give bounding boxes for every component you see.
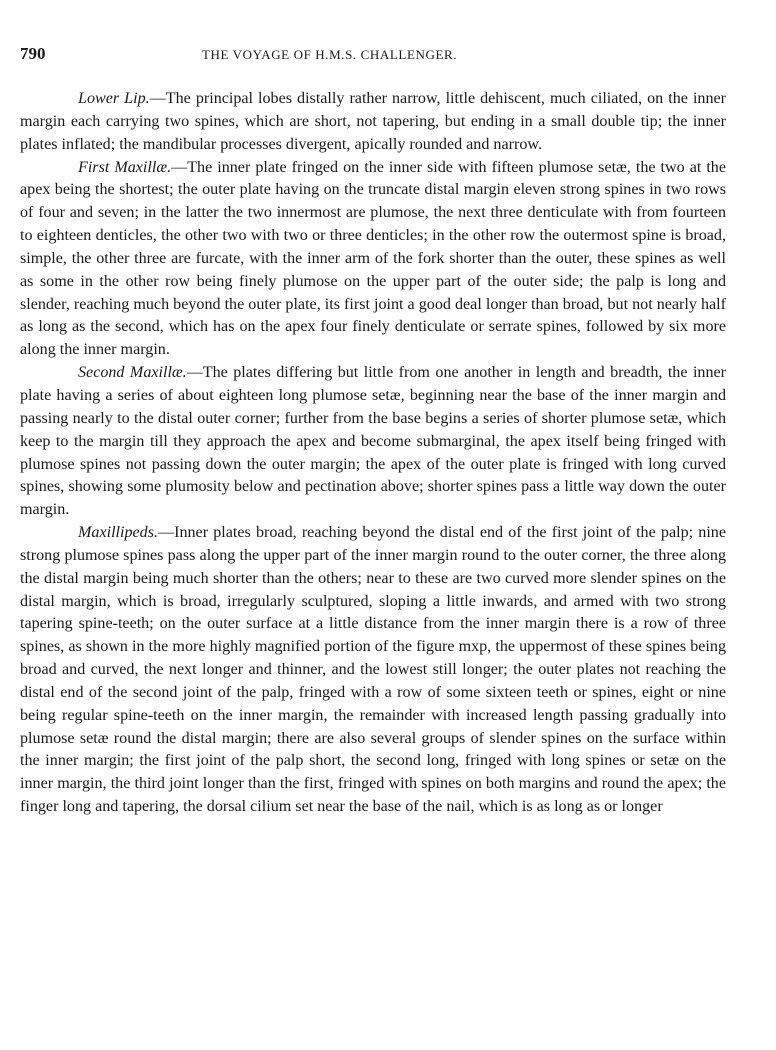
paragraph-second-maxillae [20,362,726,522]
paragraph-lower-lip [20,88,726,157]
paragraph-maxillipeds [20,522,726,819]
paragraph-text: —Inner plates broad, reaching beyond the distal end of the first joint of the palp; nine strong plumose spines pass along the upper part of the inner margin round to the outer corner, the three along the distal margin being much shorter than the others; near to these are two curved more slender spines on the distal margin, which is broad, irregularly sculptured, sloping a little inwards, and armed with two strong tapering spine-teeth; on the outer surface at a little distance from the inner margin there is a row of three spines, as shown in the more highly magnified portion of the figure mxp, the uppermost of these spines being broad and curved, the next longer and thinner, and the lowest still longer; the outer plates not reaching the distal end of the second joint of the palp, fringed with a row of some sixteen teeth or spines, eight or nine being regular spine-teeth on the inner margin, the remainder with increased length passing gradually into plumose setæ round the distal margin; there are also several groups of slender spines on the surface within the inner margin; the first joint of the palp short, the second long, fringed with long spines or setæ on the inner margin, the third joint longer than the first, fringed with spines on both margins and round the apex; the finger long and tapering, the dorsal cilium set near the base of the nail, which is as long as or longer [20,524,726,816]
paragraph-lead: First Maxillæ. [78,158,172,176]
body-text [20,88,726,819]
page-header [20,44,730,68]
paragraph-text: —The plates differing but little from one another in length and breadth, the inner plate having a series of about eighteen long plumose setæ, beginning near the base of the inner margin and passing nearly to the distal outer corner; further from the base begins a series of shorter plumose setæ, which keep to the margin till they approach the apex and become submarginal, the apex itself being fringed with plumose spines not passing down the outer margin; the apex of the outer plate is fringed with long curved spines, showing some plumosity below and pectination above; shorter spines pass a little way down the outer margin. [20,364,727,519]
running-title: THE VOYAGE OF H.M.S. CHALLENGER. [202,47,458,62]
paragraph-lead: Second Maxillæ. [78,364,187,382]
paragraph-lead: Maxillipeds. [78,524,159,542]
paragraph-text: —The inner plate fringed on the inner side with fifteen plumose setæ, the two at the apex being the shortest; the outer plate having on the truncate distal margin eleven strong spines in two rows of four and seven; in the latter the two innermost are plumose, the next three denticulate with from fourteen to eighteen denticles, the other two with two or three denticles; in the other row the outermost spine is broad, simple, the other three are furcate, with the inner arm of the fork shorter than the outer, these spines as well as some in the other row being finely plumose on the upper part of the outer side; the palp is long and slender, reaching much beyond the outer plate, its first joint a good deal longer than broad, but not nearly half as long as the second, which has on the apex four finely denticulate or serrate spines, followed by six more along the inner margin. [20,158,726,359]
paragraph-first-maxillae [20,157,726,363]
page-number: 790 [20,44,46,63]
paragraph-lead: Lower Lip. [78,90,150,107]
paragraph-text: —The principal lobes distally rather narrow, little dehiscent, much ciliated, on the inner margin each carrying two spines, which are short, not tapering, but ending in a small double tip; the inner plates inflated; the mandibular processes divergent, apically rounded and narrow. [20,90,727,153]
